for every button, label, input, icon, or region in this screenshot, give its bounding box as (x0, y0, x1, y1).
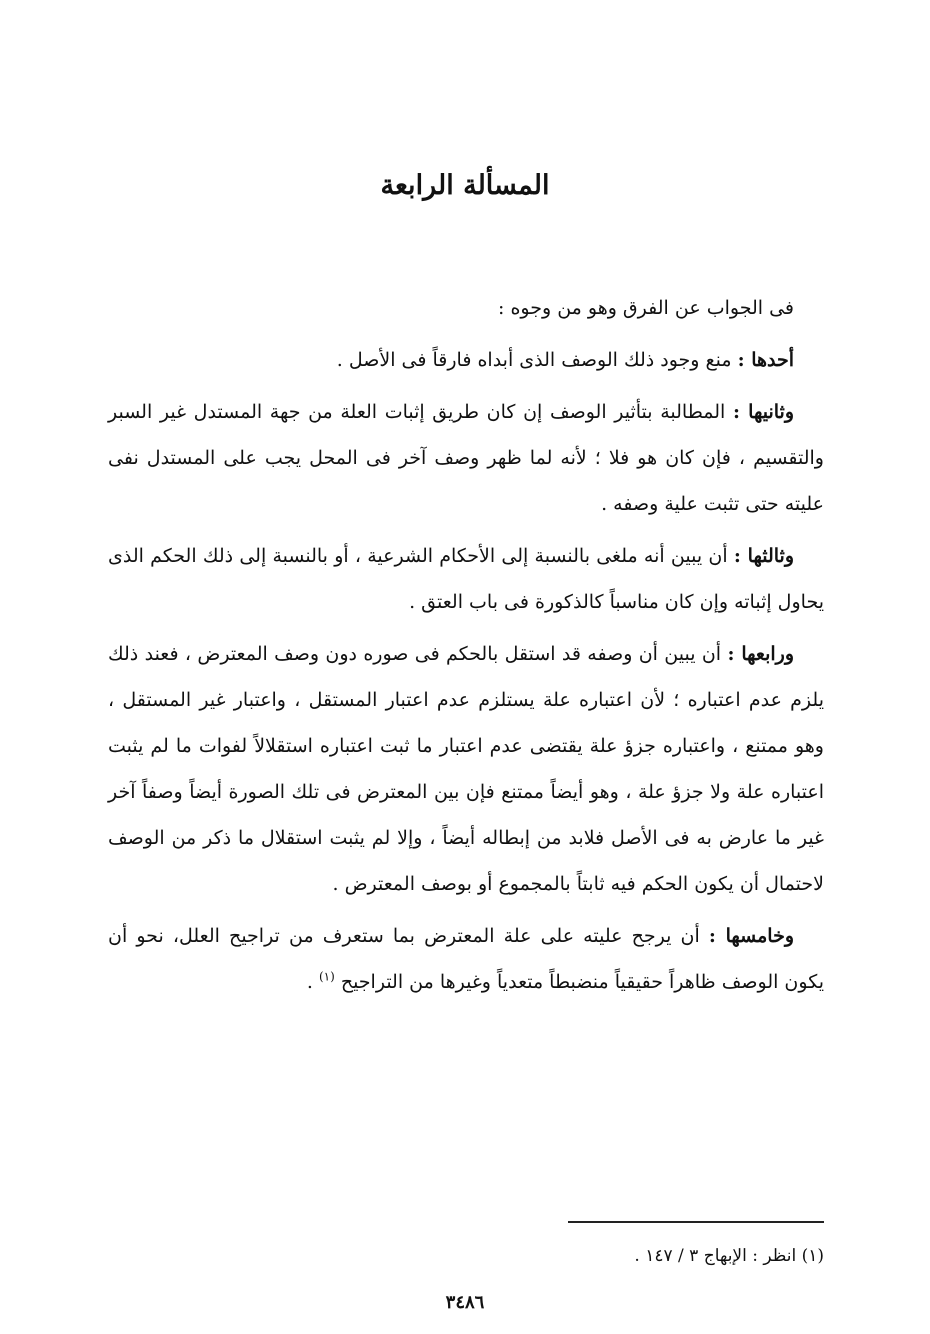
paragraph-lead: ورابعها : (727, 643, 794, 665)
paragraph-text: أن يرجح عليته على علة المعترض بما ستعرف من تراجيح العلل، نحو أن يكون الوصف ظاهراً حقيقياً منضبطاً متعدياً وغيرها من التراجيح (108, 925, 824, 993)
paragraph-fourth (108, 631, 824, 907)
paragraph-text: أن يبين أن وصفه قد استقل بالحكم فى صوره دون وصف المعترض ، فعند ذلك يلزم عدم اعتباره ؛ لأن اعتباره علة يستلزم عدم اعتبار المستقل ، واعتبار غير المستقل ، وهو ممتنع ، واعتباره جزؤ علة يقتضى عدم اعتبار ما ثبت اعتباره استقلالاً لفوات ما لم يثبت اعتباره علة ولا جزؤ علة ، وهو أيضاً ممتنع فإن بين المعترض فى تلك الصورة أيضاً وصفاً آخر غير ما عارض به فى الأصل فلابد من إبطاله أيضاً ، وإلا لم يثبت استقلال ما ذكر من الوصف لاحتمال أن يكون الحكم فيه ثابتاً بالمجموع أو بوصف المعترض . (108, 643, 824, 895)
paragraph-text: المطالبة بتأثير الوصف إن كان طريق إثبات العلة من جهة المستدل غير السبر والتقسيم ، فإن كان هو فلا ؛ لأنه لما ظهر وصف آخر فى المحل يجب على المستدل نفى عليته حتى تثبت علية وصفه . (108, 401, 824, 515)
section-title: المسألة الرابعة (380, 170, 550, 201)
paragraph-lead: وثانيها : (732, 401, 795, 423)
paragraph-end: . (306, 971, 319, 993)
paragraph-third (108, 533, 824, 625)
paragraph-second (108, 389, 824, 527)
paragraph-lead: وثالثها : (733, 545, 794, 567)
paragraph-text: أن يبين أنه ملغى بالنسبة إلى الأحكام الشرعية ، أو بالنسبة إلى ذلك الحكم الذى يحاول إثباته وإن كان مناسباً كالذكورة فى باب العتق . (108, 545, 824, 613)
footnote-reference: (١) (318, 969, 335, 984)
page-number: ٣٤٨٦ (445, 1292, 485, 1313)
main-text (108, 285, 824, 1011)
intro-paragraph: فى الجواب عن الفرق وهو من وجوه : (498, 297, 794, 319)
footnote-divider (568, 1221, 824, 1223)
paragraph-first (108, 337, 824, 383)
paragraph-text: منع وجود ذلك الوصف الذى أبداه فارقاً فى الأصل . (336, 349, 738, 371)
paragraph-lead: وخامسها : (708, 925, 794, 947)
footnote: (١) انظر : الإبهاج ٣ / ١٤٧ . (634, 1246, 824, 1266)
paragraph-fifth (108, 913, 824, 1005)
paragraph-lead: أحدها : (737, 349, 794, 371)
